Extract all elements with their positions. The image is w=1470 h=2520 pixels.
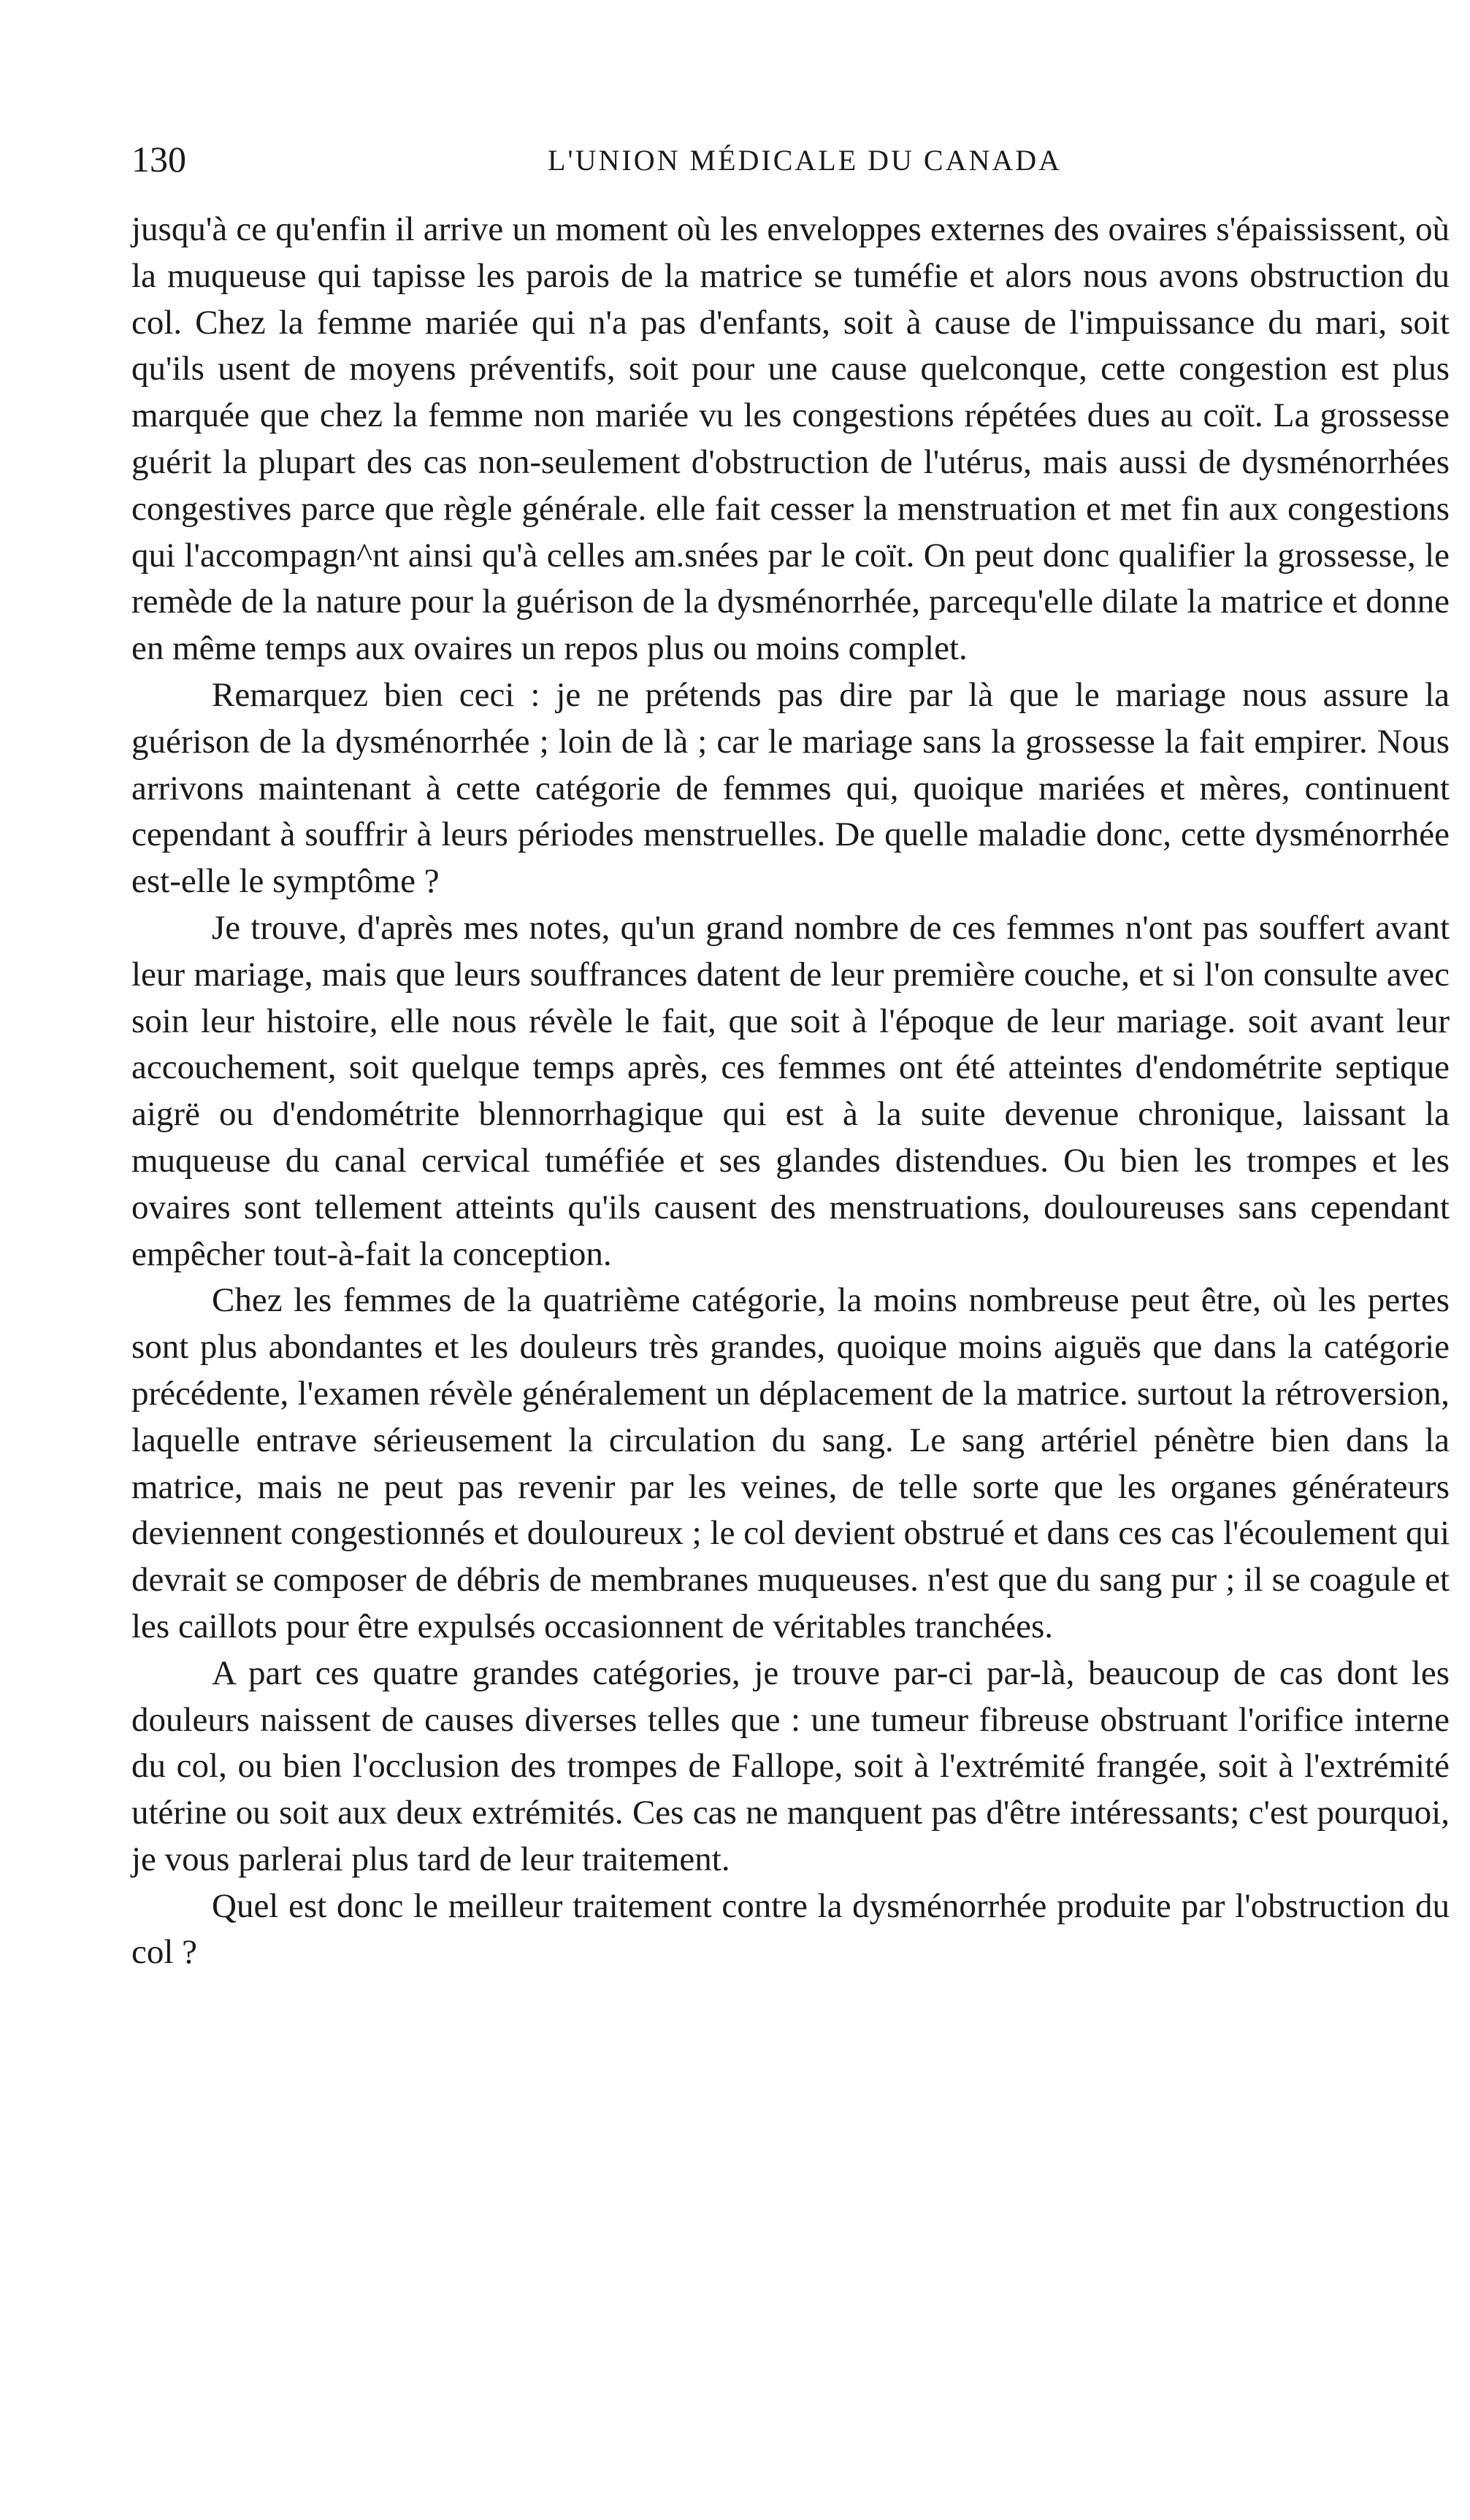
paragraph: Quel est donc le meilleur traitement contre la dysménorrhée produite par l'obstruction du col ? bbox=[131, 1886, 1450, 1972]
paragraph: A part ces quatre grandes catégories, je trouve par-ci par-là, beaucoup de cas dont les douleurs naissent de causes diverses telles que : une tumeur fibreuse obstruant l'orifice interne du col, ou bien l'occlusion des trompes de Fallope, soit à l'extrémité frangée, soit à l'extrémité utérine ou soit aux deux extrémités. Ces cas ne manquent pas d'être intéressants; c'est pourquoi, je vous parlerai plus tard de leur traitement. bbox=[131, 1653, 1450, 1878]
body-text bbox=[131, 207, 1450, 1976]
paragraph: jusqu'à ce qu'enfin il arrive un moment où les enveloppes externes des ovaires s'épaississent, où la muqueuse qui tapisse les parois de la matrice se tuméfie et alors nous avons obstruction du col. Chez la femme mariée qui n'a pas d'enfants, soit à cause de l'impuissance du mari, soit qu'ils usent de moyens préventifs, soit pour une cause quelconque, cette congestion est plus marquée que chez la femme non mariée vu les congestions répétées dues au coït. La grossesse guérit la plupart des cas non-seulement d'obstruction de l'utérus, mais aussi de dysménorrhées congestives parce que règle générale. elle fait cesser la menstruation et met fin aux congestions qui l'accompagn^nt ainsi qu'à celles am.snées par le coït. On peut donc qualifier la grossesse, le remède de la nature pour la guérison de la dysménorrhée, parcequ'elle dilate la matrice et donne en même temps aux ovaires un repos plus ou moins complet. bbox=[131, 210, 1450, 668]
journal-title: L'UNION MÉDICALE DU CANADA bbox=[548, 144, 1063, 177]
paragraph: Chez les femmes de la quatrième catégorie, la moins nombreuse peut être, où les pertes sont plus abondantes et les douleurs très grandes, quoique moins aiguës que dans la catégorie précédente, l'examen révèle généralement un déplacement de la matrice. surtout la rétroversion, laquelle entrave sérieusement la circulation du sang. Le sang artériel pénètre bien dans la matrice, mais ne peut pas revenir par les veines, de telle sorte que les organes générateurs deviennent congestionnés et douloureux ; le col devient obstrué et dans ces cas l'écoulement qui devrait se composer de débris de membranes muqueuses. n'est que du sang pur ; il se coagule et les caillots pour être expulsés occasionnent de véritables tranchées. bbox=[131, 1281, 1450, 1645]
running-head bbox=[131, 137, 1450, 181]
paragraph: Remarquez bien ceci : je ne prétends pas dire par là que le mariage nous assure la guérison de la dysménorrhée ; loin de là ; car le mariage sans la grossesse la fait empirer. Nous arrivons maintenant à cette catégorie de femmes qui, quoique mariées et mères, continuent cependant à souffrir à leurs périodes menstruelles. De quelle maladie donc, cette dysménorrhée est-elle le symptôme ? bbox=[131, 675, 1450, 901]
paragraph: Je trouve, d'après mes notes, qu'un grand nombre de ces femmes n'ont pas souffert avant leur mariage, mais que leurs souffrances datent de leur première couche, et si l'on consulte avec soin leur histoire, elle nous révèle le fait, que soit à l'époque de leur mariage. soit avant leur accouchement, soit quelque temps après, ces femmes ont été atteintes d'endométrite septique aigrë ou d'endométrite blennorrhagique qui est à la suite devenue chronique, laissant la muqueuse du canal cervical tuméfiée et ses glandes distendues. Ou bien les trompes et les ovaires sont tellement atteints qu'ils causent des menstruations, douloureuses sans cependant empêcher tout-à-fait la conception. bbox=[131, 908, 1450, 1273]
page-number: 130 bbox=[131, 139, 186, 180]
